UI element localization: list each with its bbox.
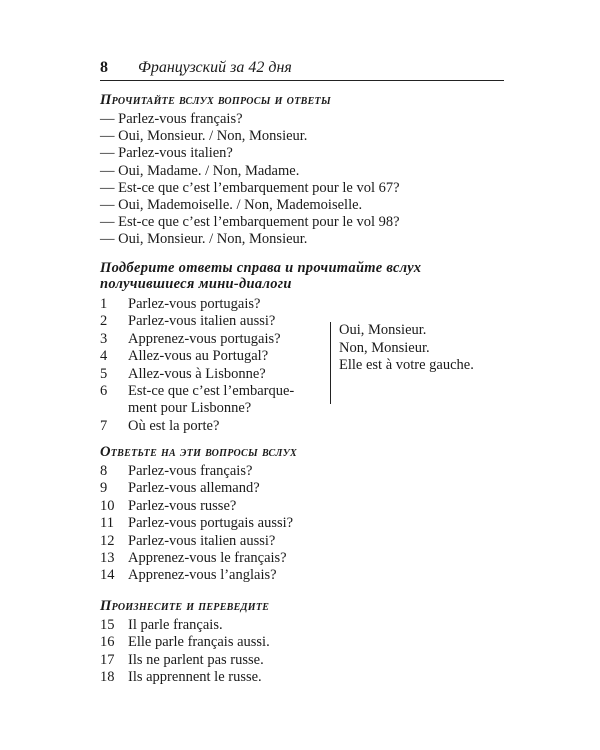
list-item	[100, 331, 294, 348]
item-text: Parlez-vous français?	[128, 463, 253, 479]
list-item	[100, 383, 294, 400]
section-3-questions	[100, 463, 293, 585]
section-4-heading: Произнесите и переведите	[100, 598, 270, 614]
item-number: 6	[100, 383, 108, 400]
item-text: Parlez-vous allemand?	[128, 480, 260, 497]
answer-option: Elle est à votre gauche.	[339, 357, 474, 374]
item-number: 14	[100, 567, 115, 584]
section-4-sentences	[100, 617, 270, 687]
list-item	[100, 669, 270, 686]
book-title: Французский за 42 дня	[138, 59, 292, 76]
list-item	[100, 617, 270, 634]
item-number: 3	[100, 330, 108, 347]
item-text: Allez-vous au Portugal?	[128, 348, 269, 365]
section-2-heading-line-2: получившиеся мини-диалоги	[100, 276, 292, 292]
item-text: Parlez-vous italien aussi?	[128, 532, 276, 549]
dialogue-line: — Parlez-vous français?	[100, 111, 243, 127]
list-item	[100, 418, 294, 435]
section-2-heading-line-1: Подберите ответы справа и прочитайте вслух	[100, 260, 422, 276]
item-number: 16	[100, 634, 115, 651]
page-number: 8	[100, 59, 108, 76]
item-text: Apprenez-vous portugais?	[128, 330, 281, 347]
section-3-heading: Ответьте на эти вопросы вслух	[100, 444, 297, 460]
section-2-questions	[100, 296, 294, 435]
list-item	[100, 533, 293, 550]
item-number: 1	[100, 296, 108, 312]
list-item	[100, 313, 294, 330]
list-item	[100, 296, 294, 313]
list-item	[100, 515, 293, 532]
item-text: Parlez-vous russe?	[128, 497, 237, 514]
item-number: 4	[100, 348, 108, 365]
item-text: Parlez-vous italien aussi?	[128, 313, 276, 330]
list-item	[100, 480, 293, 497]
item-number: 9	[100, 480, 108, 497]
dialogue-line: — Oui, Monsieur. / Non, Monsieur.	[100, 128, 308, 145]
dialogue-line: — Parlez-vous italien?	[100, 145, 233, 162]
item-text: Ils apprennent le russe.	[128, 669, 262, 686]
item-text: Ils ne parlent pas russe.	[128, 651, 264, 668]
section-1-dialogue	[100, 111, 400, 249]
item-text: Elle parle français aussi.	[128, 634, 270, 651]
item-text: Où est la porte?	[128, 417, 220, 434]
answer-option: Non, Monsieur.	[339, 339, 430, 356]
item-number: 17	[100, 651, 115, 668]
list-item	[100, 550, 293, 567]
item-number: 8	[100, 463, 108, 479]
list-item	[100, 634, 270, 651]
dialogue-line: — Oui, Madame. / Non, Madame.	[100, 162, 300, 179]
item-number: 13	[100, 550, 115, 567]
answer-option: Oui, Monsieur.	[339, 322, 427, 338]
list-item	[100, 567, 293, 584]
answers-column	[330, 322, 474, 404]
running-header	[100, 58, 504, 81]
item-number: 18	[100, 669, 115, 686]
section-1-heading: Прочитайте вслух вопросы и ответы	[100, 92, 331, 108]
item-text: Il parle français.	[128, 617, 223, 633]
dialogue-line: — Est-ce que c’est l’embarquement pour le vol 67?	[100, 179, 400, 196]
list-item	[100, 652, 270, 669]
item-number: 7	[100, 417, 108, 434]
list-item	[100, 463, 293, 480]
list-item	[100, 498, 293, 515]
item-number: 10	[100, 497, 115, 514]
list-item-continuation: ment pour Lisbonne?	[128, 400, 252, 417]
item-text: Allez-vous à Lisbonne?	[128, 365, 266, 382]
list-item	[100, 348, 294, 365]
item-text: Est-ce que c’est l’embarque-	[128, 383, 295, 400]
item-number: 5	[100, 365, 108, 382]
list-item	[100, 366, 294, 383]
item-number: 12	[100, 532, 115, 549]
item-text: Parlez-vous portugais aussi?	[128, 515, 294, 532]
dialogue-line: — Est-ce que c’est l’embarquement pour le vol 98?	[100, 214, 400, 231]
item-text: Apprenez-vous le français?	[128, 550, 287, 567]
item-text: Apprenez-vous l’anglais?	[128, 567, 277, 584]
dialogue-line: — Oui, Mademoiselle. / Non, Mademoiselle.	[100, 197, 363, 214]
item-number: 15	[100, 617, 115, 633]
item-text: Parlez-vous portugais?	[128, 296, 261, 312]
dialogue-line: — Oui, Monsieur. / Non, Monsieur.	[100, 231, 308, 248]
item-number: 11	[100, 515, 114, 532]
item-number: 2	[100, 313, 108, 330]
